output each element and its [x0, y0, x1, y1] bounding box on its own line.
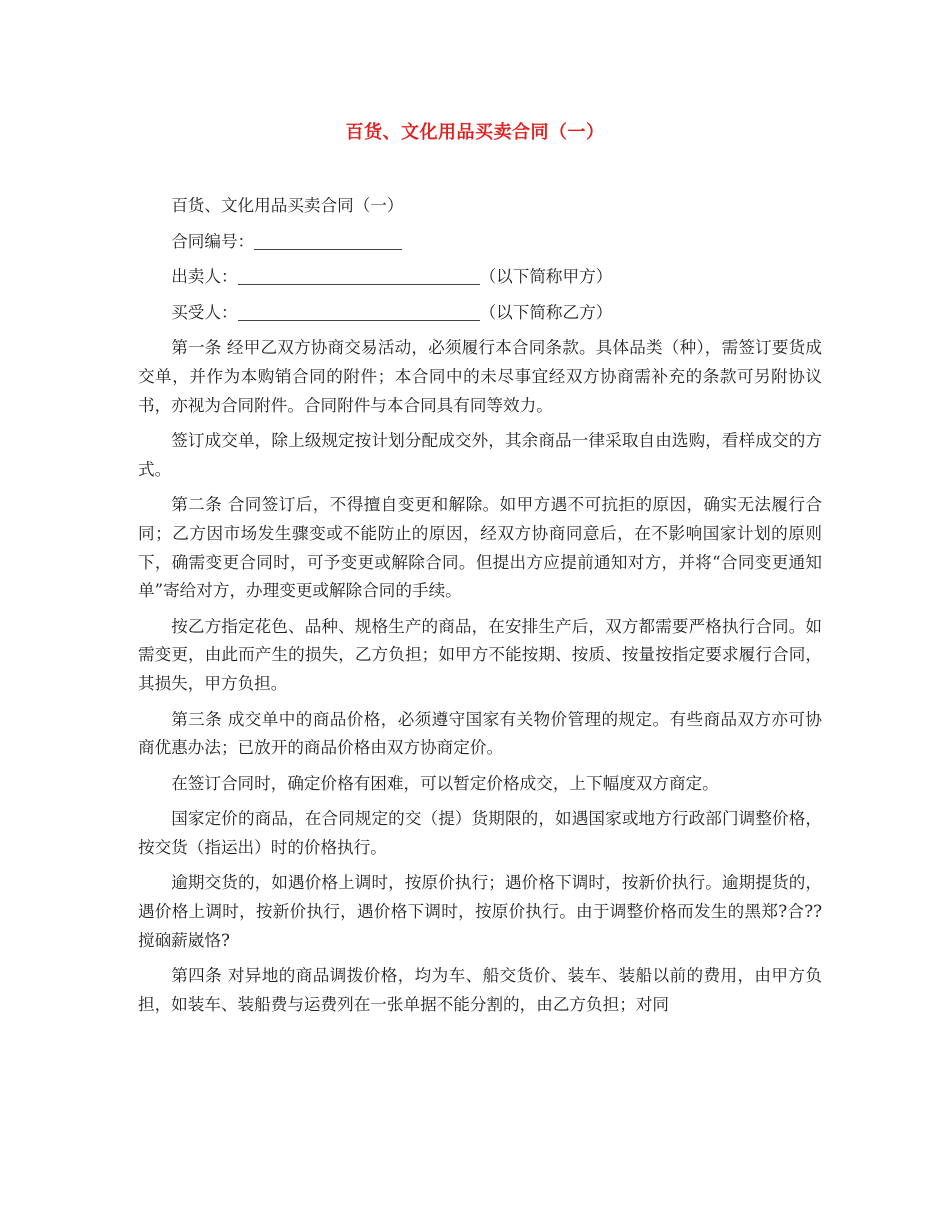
contract-subtitle: 百货、文化用品买卖合同（一） [171, 196, 404, 215]
clause-3-note-c: 逾期交货的，如遇价格上调时，按原价执行；遇价格下调时，按新价执行。逾期提货的，遇价格上调时，按新价执行，遇价格下调时，按原价执行。由于调整价格而发生的黑郑?合??搅硇薪崴恪? [138, 873, 822, 950]
seller-blank [238, 266, 480, 285]
clause-3-note-a: 在签订合同时，确定价格有困难，可以暂定价格成交，上下幅度双方商定。 [171, 773, 719, 793]
seller-label: 出卖人： [171, 267, 238, 287]
buyer-blank [238, 302, 480, 321]
contract-number-label: 合同编号： [171, 231, 255, 251]
clause-3-note-b: 国家定价的商品，在合同规定的交（提）货期限的，如遇国家或地方行政部门调整价格，按交货（指运出）时的价格执行。 [138, 809, 822, 857]
clause-2: 第二条 合同签订后，不得擅自变更和解除。如甲方遇不可抗拒的原因，确实无法履行合同；乙方因市场发生骤变或不能防止的原因，经双方协商同意后，在不影响国家计划的原则下，确需变更合同时，可予变更或解除合同。但提出方应提前通知对方，并将“合同变更通知单”寄给对方，办理变更或解除合同的手续。 [138, 495, 822, 601]
clause-2-note: 按乙方指定花色、品种、规格生产的商品，在安排生产后，双方都需要严格执行合同。如需变更，由此而产生的损失，乙方负担；如甲方不能按期、按质、按量按指定要求履行合同，其损失，甲方负担。 [138, 616, 822, 693]
clause-4: 第四条 对异地的商品调拨价格，均为车、船交货价、装车、装船以前的费用，由甲方负担，如装车、装船费与运费列在一张单据不能分割的，由乙方负担；对同 [138, 966, 822, 1014]
contract-number-blank [254, 231, 402, 250]
clause-3: 第三条 成交单中的商品价格，必须遵守国家有关物价管理的规定。有些商品双方亦可协商优惠办法；已放开的商品价格由双方协商定价。 [138, 709, 822, 758]
clause-1-note: 签订成交单，除上级规定按计划分配成交外，其余商品一律采取自由选购，看样成交的方式。 [138, 431, 822, 479]
page-title: 百货、文化用品买卖合同（一） [345, 122, 605, 143]
buyer-line [138, 299, 822, 328]
contract-number-line [138, 228, 822, 257]
buyer-label: 买受人： [171, 302, 238, 322]
buyer-suffix: （以下简称乙方） [479, 302, 613, 322]
clause-1: 第一条 经甲乙双方协商交易活动，必须履行本合同条款。具体品类（种），需签订要货成交单，并作为本购销合同的附件；本合同中的未尽事宜经双方协商需补充的条款可另附协议书，亦视为合同附件。合同附件与本合同具有同等效力。 [138, 338, 822, 415]
seller-line [138, 263, 822, 292]
seller-suffix: （以下简称甲方） [479, 267, 613, 287]
contract-body [138, 192, 822, 1026]
